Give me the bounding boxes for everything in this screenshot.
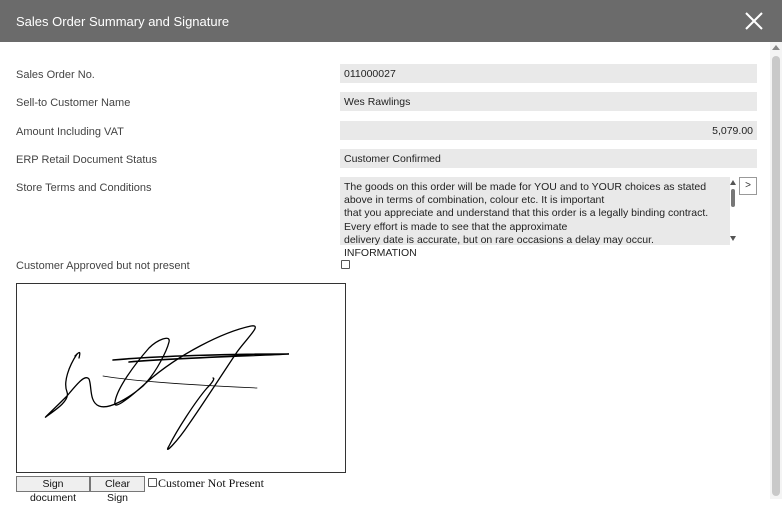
signature-drawing [17,284,345,472]
erp-status-field: Customer Confirmed [340,149,757,168]
terms-expand-button[interactable]: > [739,177,757,195]
signature-pad[interactable] [16,283,346,473]
terms-line-2: that you appreciate and understand that this order is a legally binding contract. Every effort is made to see that the approximate [344,207,709,233]
scrollbar-thumb[interactable] [772,56,780,496]
dialog-header [0,0,782,42]
close-icon[interactable] [743,10,765,32]
terms-scroll-thumb[interactable] [731,189,735,207]
sign-document-button[interactable]: Sign document [16,476,90,492]
store-terms-label: Store Terms and Conditions [16,182,152,194]
customer-name-label: Sell-to Customer Name [16,97,131,109]
sales-order-no-label: Sales Order No. [16,69,95,81]
amount-vat-field: 5,079.00 [340,121,757,140]
customer-name-field: Wes Rawlings [340,92,757,111]
terms-scroll-up-icon[interactable] [730,180,736,185]
amount-vat-label: Amount Including VAT [16,126,124,138]
dialog-title: Sales Order Summary and Signature [16,14,230,29]
terms-scrollbar[interactable] [729,177,739,245]
dialog-scrollbar[interactable] [770,42,782,499]
customer-not-present-label: Customer Not Present [158,476,264,490]
store-terms-textarea[interactable] [340,177,730,260]
customer-approved-checkbox[interactable] [341,260,350,269]
customer-not-present-checkbox[interactable] [148,478,157,487]
terms-scroll-down-icon[interactable] [730,236,736,241]
customer-approved-label: Customer Approved but not present [16,260,190,272]
terms-line-3: delivery date is accurate, but on rare occasions a delay may occur. INFORMATION [344,233,654,260]
erp-status-label: ERP Retail Document Status [16,154,158,166]
terms-line-1: The goods on this order will be made for YOU and to YOUR choices as stated above in terms of combination, colour etc. It is important [344,181,707,207]
scroll-up-arrow-icon[interactable] [772,45,780,50]
clear-sign-button[interactable]: Clear Sign [90,476,145,492]
sales-order-no-field: 011000027 [340,64,757,83]
